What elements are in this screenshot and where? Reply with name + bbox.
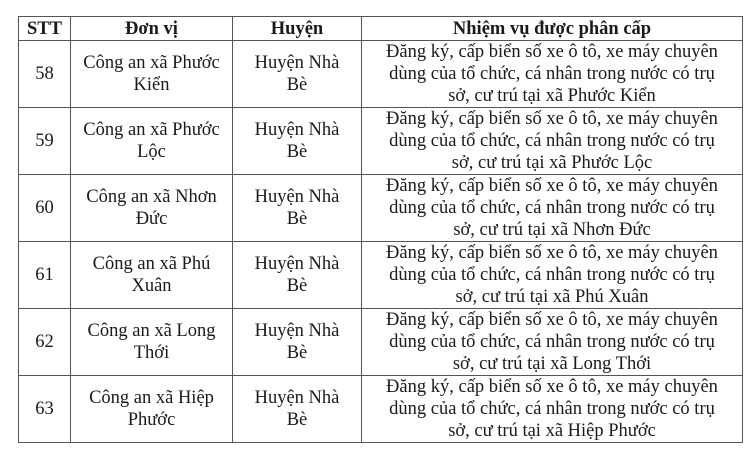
- header-stt: STT: [19, 17, 71, 41]
- unit-line: Công an xã Phước: [83, 53, 220, 73]
- cell-district: [233, 376, 362, 443]
- table-row: [19, 242, 743, 309]
- table-row: [19, 108, 743, 175]
- header-row: [19, 17, 743, 41]
- task-line: Đăng ký, cấp biển số xe ô tô, xe máy chuyên: [386, 310, 718, 330]
- district-line: Bè: [286, 276, 308, 296]
- task-line: sở, cư trú tại xã Phước Lộc: [451, 153, 653, 173]
- cell-stt: 59: [19, 108, 71, 175]
- task-line: dùng của tổ chức, cá nhân trong nước có trụ: [389, 399, 715, 419]
- unit-line: Công an xã Phú: [92, 254, 211, 274]
- cell-task: [362, 175, 743, 242]
- cell-stt: 62: [19, 309, 71, 376]
- task-line: Đăng ký, cấp biển số xe ô tô, xe máy chuyên: [386, 176, 718, 196]
- cell-task: [362, 41, 743, 108]
- cell-unit: [71, 376, 233, 443]
- cell-stt: 61: [19, 242, 71, 309]
- table-row: [19, 309, 743, 376]
- district-line: Bè: [286, 410, 308, 430]
- unit-line: Lộc: [137, 142, 166, 162]
- table-row: [19, 41, 743, 108]
- cell-unit: [71, 108, 233, 175]
- unit-line: Kiển: [133, 75, 170, 95]
- cell-unit: [71, 309, 233, 376]
- district-line: Bè: [286, 75, 308, 95]
- task-line: dùng của tổ chức, cá nhân trong nước có trụ: [389, 64, 715, 84]
- task-line: sở, cư trú tại xã Nhơn Đức: [453, 220, 651, 240]
- district-line: Bè: [286, 343, 308, 363]
- task-line: Đăng ký, cấp biển số xe ô tô, xe máy chuyên: [386, 42, 718, 62]
- task-line: Đăng ký, cấp biển số xe ô tô, xe máy chuyên: [386, 243, 718, 263]
- task-line: Đăng ký, cấp biển số xe ô tô, xe máy chuyên: [386, 109, 718, 129]
- cell-district: [233, 242, 362, 309]
- unit-line: Phước: [127, 410, 176, 430]
- district-line: Bè: [286, 142, 308, 162]
- cell-task: [362, 108, 743, 175]
- cell-unit: [71, 242, 233, 309]
- unit-line: Công an xã Hiệp: [89, 388, 214, 408]
- task-line: sở, cư trú tại xã Long Thới: [452, 354, 652, 374]
- task-line: dùng của tổ chức, cá nhân trong nước có trụ: [389, 265, 715, 285]
- unit-line: Công an xã Nhơn: [86, 187, 217, 207]
- task-line: sở, cư trú tại xã Phú Xuân: [455, 287, 649, 307]
- district-line: Huyện Nhà: [254, 53, 340, 73]
- cell-stt: 58: [19, 41, 71, 108]
- unit-line: Công an xã Long: [87, 321, 216, 341]
- cell-task: [362, 376, 743, 443]
- unit-line: Thới: [133, 343, 170, 363]
- district-line: Huyện Nhà: [254, 321, 340, 341]
- unit-line: Công an xã Phước: [83, 120, 220, 140]
- assignment-table: [18, 16, 743, 443]
- cell-unit: [71, 41, 233, 108]
- district-line: Huyện Nhà: [254, 388, 340, 408]
- cell-stt: 63: [19, 376, 71, 443]
- cell-stt: 60: [19, 175, 71, 242]
- task-line: dùng của tổ chức, cá nhân trong nước có trụ: [389, 131, 715, 151]
- task-line: sở, cư trú tại xã Hiệp Phước: [448, 421, 656, 441]
- cell-district: [233, 108, 362, 175]
- district-line: Huyện Nhà: [254, 187, 340, 207]
- table-row: [19, 376, 743, 443]
- unit-line: Xuân: [131, 276, 172, 296]
- district-line: Huyện Nhà: [254, 120, 340, 140]
- task-line: dùng của tổ chức, cá nhân trong nước có trụ: [389, 332, 715, 352]
- unit-line: Đức: [135, 209, 168, 229]
- cell-district: [233, 175, 362, 242]
- cell-task: [362, 242, 743, 309]
- table-header: [19, 17, 743, 41]
- table-row: [19, 175, 743, 242]
- cell-task: [362, 309, 743, 376]
- district-line: Bè: [286, 209, 308, 229]
- cell-unit: [71, 175, 233, 242]
- task-line: sở, cư trú tại xã Phước Kiển: [448, 86, 656, 106]
- cell-district: [233, 309, 362, 376]
- task-line: dùng của tổ chức, cá nhân trong nước có trụ: [389, 198, 715, 218]
- cell-district: [233, 41, 362, 108]
- header-unit: Đơn vị: [71, 17, 233, 41]
- header-district: Huyện: [233, 17, 362, 41]
- header-task: Nhiệm vụ được phân cấp: [362, 17, 743, 41]
- district-line: Huyện Nhà: [254, 254, 340, 274]
- table-body: [19, 41, 743, 443]
- task-line: Đăng ký, cấp biển số xe ô tô, xe máy chuyên: [386, 377, 718, 397]
